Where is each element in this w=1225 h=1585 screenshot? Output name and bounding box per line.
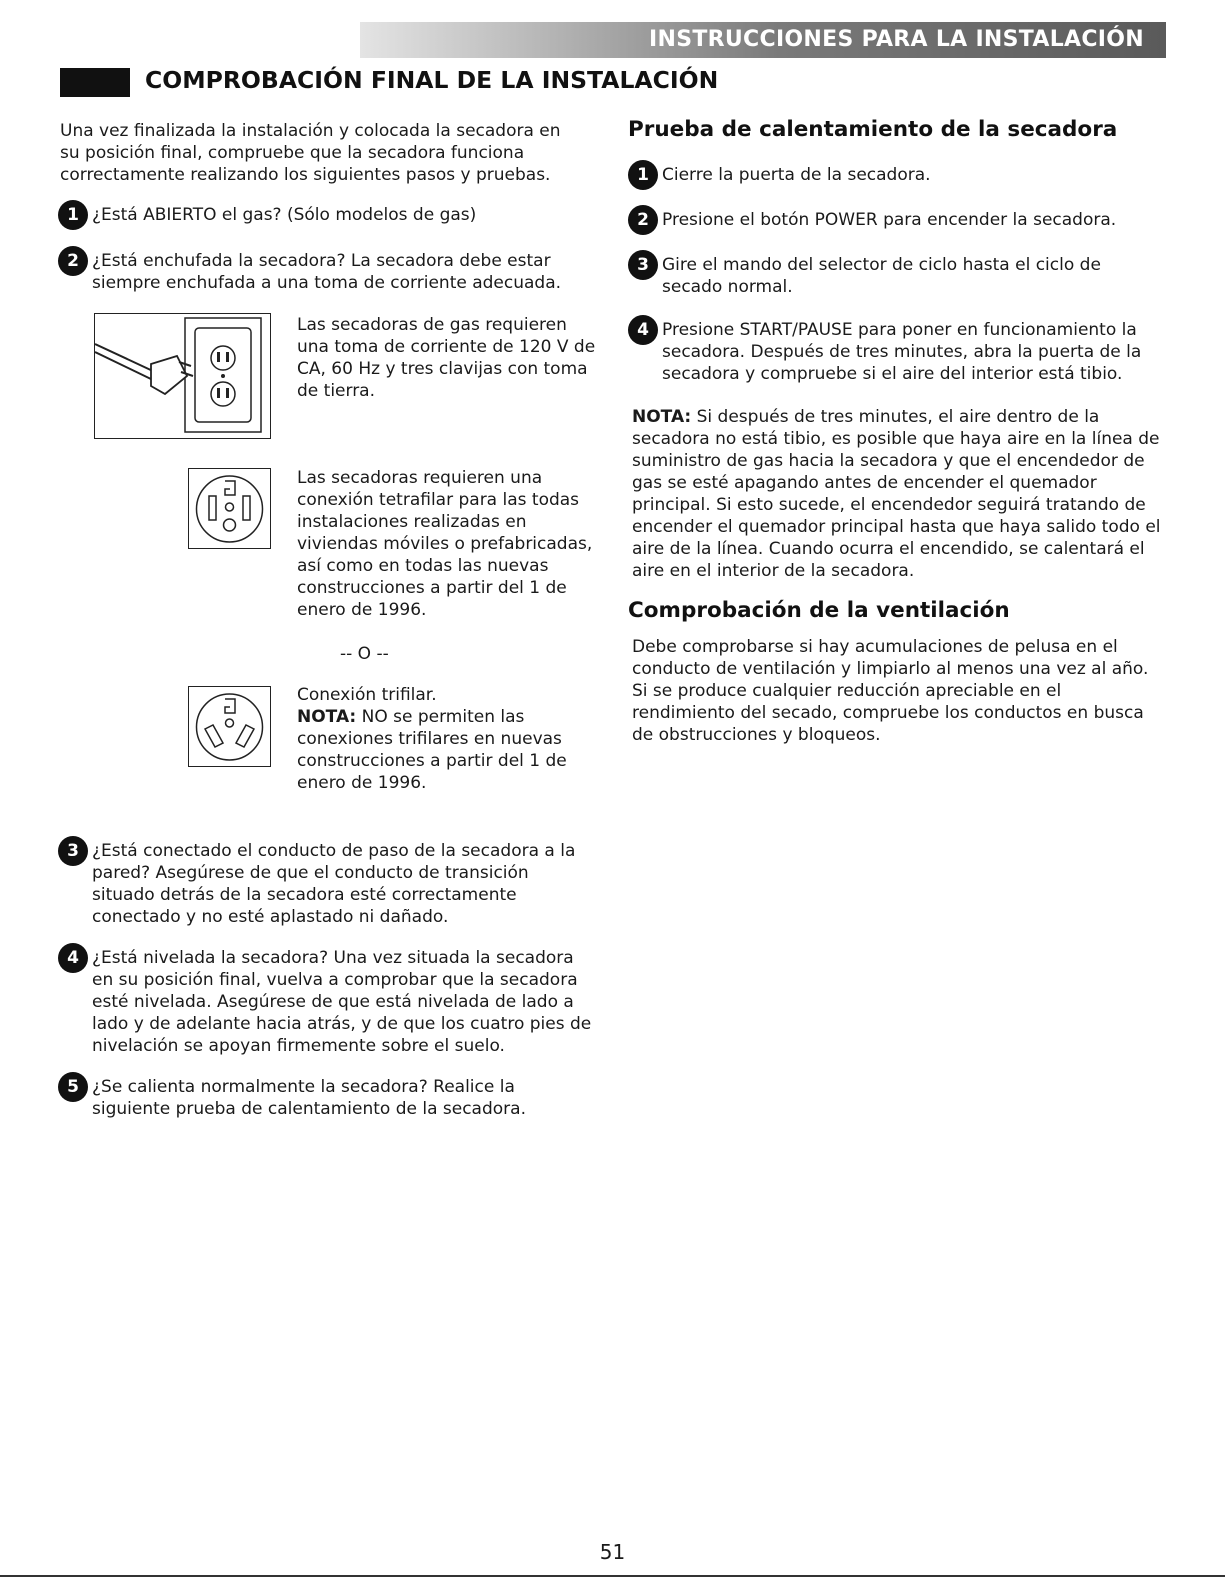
- fig2-caption: Las secadoras requieren una conexión tetrafilar para las todas instalaciones realizadas en viviendas móviles o prefabricadas, así como en todas las nuevas construcciones a partir del 1 de enero de 1996.: [297, 468, 593, 620]
- fig3-caption-line1: Conexión trifilar.: [297, 685, 437, 705]
- step-text: ¿Está ABIERTO el gas? (Sólo modelos de gas): [92, 205, 477, 225]
- or-separator: -- O --: [340, 644, 389, 664]
- banner-title: INSTRUCCIONES PARA LA INSTALACIÓN: [649, 27, 1144, 52]
- nota-text: NO se permiten las conexiones trifilares en nuevas construcciones a partir del 1 de enero de 1996.: [297, 707, 567, 793]
- step-text: ¿Se calienta normalmente la secadora? Realice la siguiente prueba de calentamiento de la secadora.: [92, 1077, 526, 1119]
- step-number-badge: 5: [58, 1072, 88, 1102]
- step-text: ¿Está nivelada la secadora? Una vez situada la secadora en su posición final, vuelva a comprobar que la secadora esté nivelada. Asegúrese de que está nivelada de lado a lado y de adelante hacia atrás, y de que los cuatro pies de nivelación se apoyan firmemente sobre el suelo.: [92, 948, 592, 1056]
- step-number-badge: 4: [58, 943, 88, 973]
- step-number-badge: 4: [628, 315, 658, 345]
- outlet-plug-illustration: [94, 313, 271, 439]
- three-wire-receptacle-icon: [189, 687, 270, 766]
- vent-paragraph: Debe comprobarse si hay acumulaciones de pelusa en el conducto de ventilación y limpiarlo al menos una vez al año. Si se produce cualquier reducción apreciable en el rendimiento del secado, compruebe los conductos en busca de obstrucciones y bloqueos.: [632, 637, 1149, 745]
- page-number: 51: [599, 1540, 626, 1564]
- heat-nota: [632, 406, 1162, 582]
- fig3-caption: [297, 684, 587, 794]
- fig3-nota: [297, 706, 587, 794]
- step-text: Presione el botón POWER para encender la secadora.: [662, 210, 1117, 230]
- heat-test-title: Prueba de calentamiento de la secadora: [628, 117, 1118, 142]
- plug-outlet-icon: [95, 314, 270, 438]
- step-number-badge: 3: [58, 836, 88, 866]
- vent-check-title: Comprobación de la ventilación: [628, 598, 1010, 623]
- step-number-badge: 1: [58, 200, 88, 230]
- step-number-badge: 3: [628, 250, 658, 280]
- step-number-badge: 2: [58, 246, 88, 276]
- three-wire-outlet-illustration: [188, 686, 271, 767]
- step-text: Cierre la puerta de la secadora.: [662, 165, 931, 185]
- step-text: ¿Está conectado el conducto de paso de la secadora a la pared? Asegúrese de que el conducto de transición situado detrás de la secadora esté correctamente conectado y no esté aplastado ni dañado.: [92, 841, 576, 927]
- nota-label: NOTA:: [297, 707, 357, 727]
- step-number-badge: 1: [628, 160, 658, 190]
- step-text: Presione START/PAUSE para poner en funcionamiento la secadora. Después de tres minutes, abra la puerta de la secadora y compruebe si el aire del interior está tibio.: [662, 320, 1142, 384]
- four-wire-receptacle-icon: [189, 469, 270, 548]
- nota-label: NOTA:: [632, 407, 692, 427]
- nota-text: Si después de tres minutes, el aire dentro de la secadora no está tibio, es posible que haya aire en la línea de suministro de gas hacia la secadora y que el encendedor de gas se esté apagando antes de encender el quemador principal. Si esto sucede, el encendedor seguirá tratando de encender el quemador principal hasta que haya salido todo el aire de la línea. Cuando ocurra el encendido, se calentará el aire en el interior de la secadora.: [632, 407, 1161, 581]
- footer-rule: [0, 1575, 1225, 1577]
- section-title: COMPROBACIÓN FINAL DE LA INSTALACIÓN: [145, 66, 719, 94]
- intro-paragraph: Una vez finalizada la instalación y colocada la secadora en su posición final, compruebe que la secadora funciona correctamente realizando los siguientes pasos y pruebas.: [60, 121, 561, 185]
- step-number-badge: 2: [628, 205, 658, 235]
- step-text: ¿Está enchufada la secadora? La secadora debe estar siempre enchufada a una toma de corriente adecuada.: [92, 251, 562, 293]
- section-marker-block: [60, 68, 130, 97]
- four-wire-outlet-illustration: [188, 468, 271, 549]
- fig1-caption: Las secadoras de gas requieren una toma de corriente de 120 V de CA, 60 Hz y tres clavijas con toma de tierra.: [297, 315, 596, 401]
- step-text: Gire el mando del selector de ciclo hasta el ciclo de secado normal.: [662, 255, 1101, 297]
- header-banner: [360, 22, 1166, 58]
